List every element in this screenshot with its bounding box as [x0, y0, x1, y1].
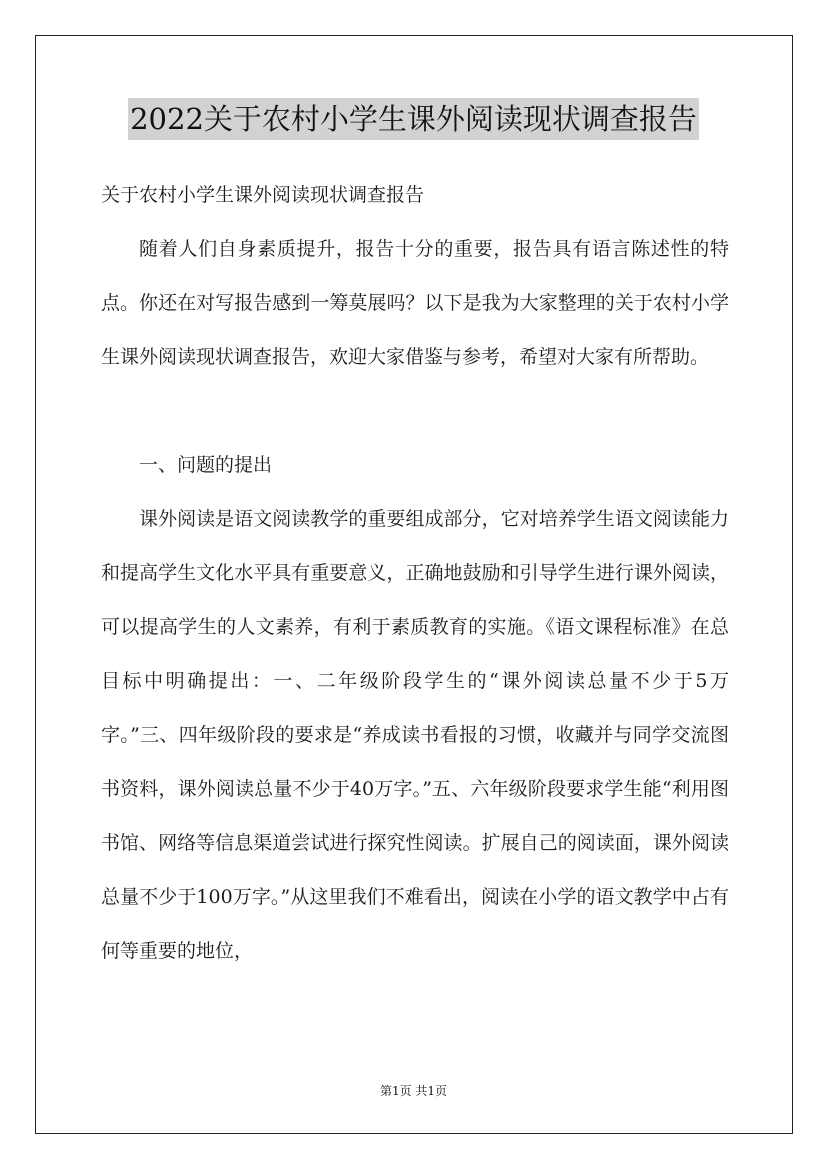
page-footer: 第1页 共1页: [379, 1084, 448, 1098]
title-container: [0, 98, 827, 140]
section-paragraph: 课外阅读是语文阅读教学的重要组成部分，它对培养学生语文阅读能力和提高学生文化水平具有重要意义，正确地鼓励和引导学生进行课外阅读，可以提高学生的人文素养，有利于素质教育的实施。《语文课程标准》在总目标中明确提出：一、二年级阶段学生的“课外阅读总量不少于5万字。”三、四年级阶段的要求是“养成读书看报的习惯，收藏并与同学交流图书资料，课外阅读总量不少于40万字。”五、六年级阶段要求学生能“利用图书馆、网络等信息渠道尝试进行探究性阅读。扩展自己的阅读面，课外阅读总量不少于100万字。”从这里我们不难看出，阅读在小学的语文教学中占有何等重要的地位，: [101, 508, 729, 962]
document-subtitle: 关于农村小学生课外阅读现状调查报告: [101, 184, 425, 206]
document-title: 2022关于农村小学生课外阅读现状调查报告: [128, 98, 699, 140]
section-heading: 一、问题的提出: [139, 454, 273, 476]
document-body: [101, 168, 729, 978]
intro-paragraph: 随着人们自身素质提升，报告十分的重要，报告具有语言陈述性的特点。你还在对写报告感到一筹莫展吗？以下是我为大家整理的关于农村小学生课外阅读现状调查报告，欢迎大家借鉴与参考，希望对大家有所帮助。: [101, 238, 729, 368]
paragraph-spacer: [101, 384, 729, 438]
